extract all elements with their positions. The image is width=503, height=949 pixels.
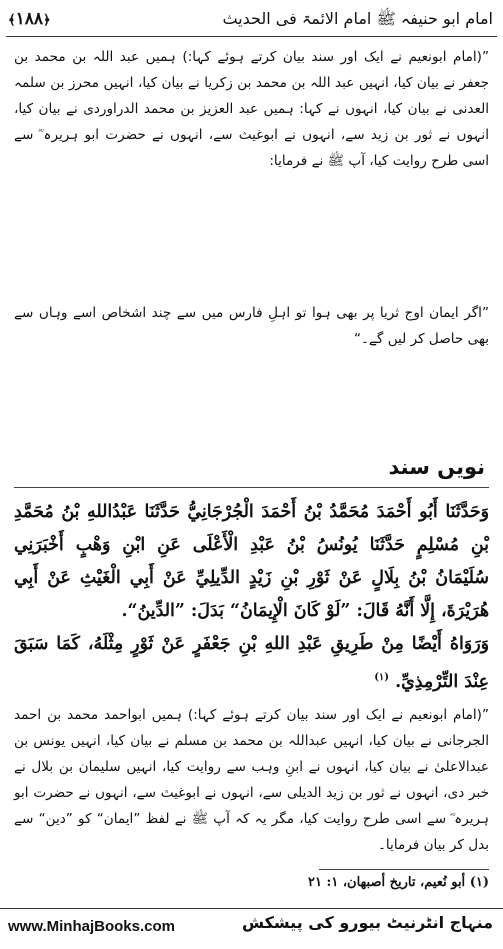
footnote-marker[interactable]: (١) (374, 672, 390, 683)
page-number (8, 9, 51, 29)
page-header (6, 6, 497, 37)
paragraph-hadith-translation: ”اگر ایمان اوج ثریا پر بھی ہوا تو اہلِ فارس میں سے چند اشخاص اسے وہاں سے بھی حاصل کر لیں گے۔“ (14, 305, 489, 347)
footer-publisher: منہاج انٹرنیٹ بیورو کی پیشکش (241, 913, 493, 932)
arabic-isnad: وَحَدَّثَنَا أَبُو أَحْمَدَ مُحَمَّدُ بْنُ أَحْمَدَ الْجُرْجَانِيُّ حَدَّثَنَا عَبْدُاللهِ بْنُ مُحَمَّدِ بْنِ مُسْلِمٍ حَدَّثَنَا يُونُسُ بْنُ عَبْدِ الْأَعْلَى عَنِ ابْنِ وَهْبٍ أَخْبَرَنِي سُلَيْمَانُ بْنُ بِلَالٍ عَنْ ثَوْرِ بْنِ زَيْدٍ الدِّيلِيِّ عَنْ أَبِي الْغَيْثِ عَنْ أَبِي هُرَيْرَةَ، إِلَّا أَنَّهُ قَالَ: ”لَوْ كَانَ الْإِيمَانُ“ بَدَلَ: ”الدِّينُ“. (14, 502, 489, 621)
running-title: امام ابو حنیفہ ﷺ امام الائمۃ فی الحدیث (222, 9, 493, 28)
page-number-value: ۱۸۸ (15, 9, 44, 29)
paragraph-chain-urdu: ”(امام ابونعیم نے ایک اور سند بیان کرتے ہوئے کہا:) ہمیں عبد اللہ بن محمد بن جعفر نے بیان کیا، انہیں عبد اللہ بن محمد بن زکریا نے بیان کیا، انہیں محرز بن سلمہ العدنی نے بیان کیا، انہوں نے کہا: ہمیں عبد العزیز بن محمد الدراوردی نے بیان کیا، انہوں نے ثور بن زید سے، انہوں نے ابوغیث سے، انہوں نے حضرت ابو ہریرہ ؓ سے اسی طرح روایت کیا، آپ ﷺ نے فرمایا: (14, 49, 489, 169)
section-divider (14, 487, 489, 488)
footer-divider (0, 908, 503, 909)
paragraph-chain-urdu-2: ”(امام ابونعیم نے ایک اور سند بیان کرتے ہوئے کہا:) ہمیں ابواحمد محمد بن احمد الجرجانی نے بیان کیا، انہیں عبداللہ بن محمد بن مسلم نے بیان کیا، انہیں یونس بن عبدالاعلیٰ نے بیان کیا، انہوں نے ابنِ وہب سے روایت کیا، انہیں سلیمان بن بلال نے خبر دی، انہوں نے ثور بن زید الدیلی سے، انہوں نے ابوغیث سے، انہوں نے حضرت ابو ہریرہ ؓ سے اسی طرح روایت کیا، مگر یہ کہ آپ ﷺ نے لفظ ”ایمان“ کو ”دین“ سے بدل کر بیان فرمایا۔ (14, 707, 489, 853)
footnote-divider (319, 869, 489, 870)
arabic-riwaya-text: وَرَوَاهُ أَيْضًا مِنْ طَرِيقِ عَبْدِ اللهِ بْنِ جَعْفَرٍ عَنْ ثَوْرٍ مِثْلَهُ، كَمَا سَبَقَ عِنْدَ التِّرْمِذِيِّ. (14, 634, 489, 692)
footer-url-link[interactable]: www.MinhajBooks.com (8, 918, 175, 935)
page-number-bracket-open: ﴾ (8, 13, 16, 28)
footnote: (١) أبو نُعيم، تاريخ أصبهان، ١: ٢١ (308, 875, 489, 890)
page-number-bracket-close: ﴿ (43, 13, 51, 28)
section-heading: نویں سند (388, 455, 485, 479)
arabic-riwaya (14, 628, 489, 699)
